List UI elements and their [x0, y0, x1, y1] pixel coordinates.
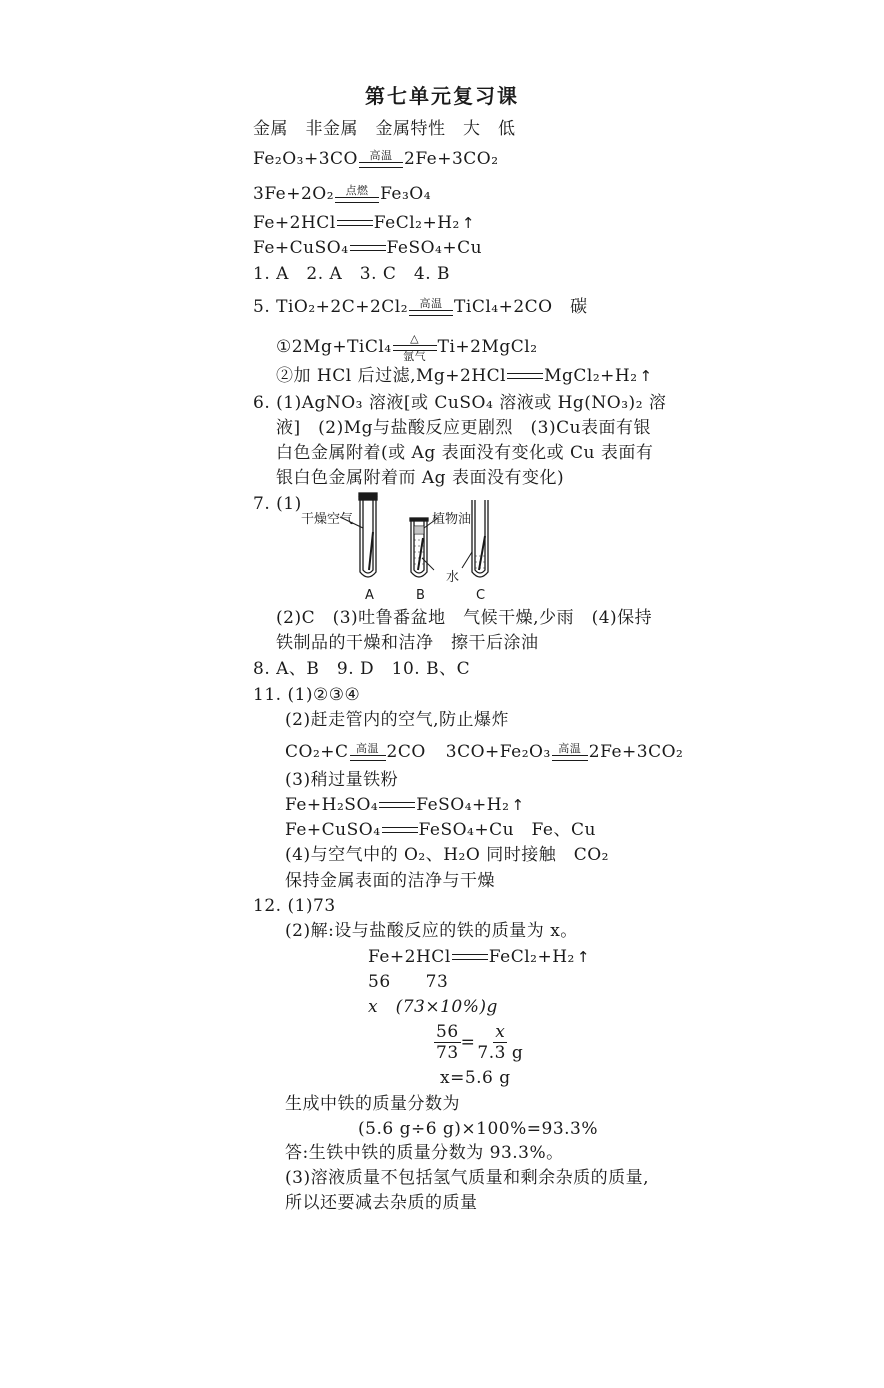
q6-line-1: 6. (1)AgNO₃ 溶液[或 CuSO₄ 溶液或 Hg(NO₃)₂ 溶	[253, 393, 667, 413]
q11-line-3: (3)稍过量铁粉	[285, 770, 399, 790]
q12-line-3a: (3)溶液质量不包括氢气质量和剩余杂质的质量,	[285, 1168, 649, 1188]
equation-5	[253, 296, 588, 318]
eq8a-left: CO₂+C	[285, 742, 349, 762]
q11-line-5: 保持金属表面的洁净与干燥	[285, 871, 495, 891]
tube-label-c: C	[476, 588, 486, 603]
eq3-left: Fe+2HCl	[253, 213, 336, 233]
eq2-left: 3Fe+2O₂	[253, 184, 335, 204]
equation-1	[253, 148, 499, 170]
eq5-right: TiCl₄+2CO 碳	[454, 297, 588, 317]
eq8a-right: 2CO	[386, 742, 426, 762]
gas-arrow-icon: ↑	[639, 367, 653, 385]
test-tube-figure	[296, 490, 516, 606]
eq5-left: 5. TiO₂+2C+2Cl₂	[253, 297, 409, 317]
gas-arrow-icon: ↑	[576, 948, 590, 966]
eq2-right: Fe₃O₄	[380, 184, 432, 204]
label-plant-oil: 植物油	[432, 512, 472, 527]
q12-line-3b: 所以还要减去杂质的质量	[285, 1193, 478, 1213]
tube-label-a: A	[365, 588, 374, 603]
eq4-left: Fe+CuSO₄	[253, 238, 349, 258]
eq10-right: FeSO₄+Cu Fe、Cu	[418, 820, 596, 840]
equation-9	[285, 794, 525, 816]
eq5-condition: 高温	[409, 298, 453, 316]
eq6-right: Ti+2MgCl₂	[437, 337, 538, 357]
eq9-left: Fe+H₂SO₄	[285, 795, 379, 815]
q12-line-2: (2)解:设与盐酸反应的铁的质量为 x。	[285, 921, 578, 941]
equation-11	[368, 946, 590, 968]
q12-calc: (5.6 g÷6 g)×100%=93.3%	[358, 1119, 599, 1139]
eq7-left: ②加 HCl 后过滤,Mg+2HCl	[276, 366, 507, 386]
page-title: 第七单元复习课	[365, 84, 519, 108]
equation-6	[276, 328, 538, 363]
q12-text: 生成中铁的质量分数为	[285, 1094, 460, 1114]
eq11-right: FeCl₂+H₂	[488, 947, 575, 967]
q11-line-4: (4)与空气中的 O₂、H₂O 同时接触 CO₂	[285, 845, 609, 865]
q11-line-2: (2)赶走管内的空气,防止爆炸	[285, 710, 509, 730]
q6-line-2: 液] (2)Mg与盐酸反应更剧烈 (3)Cu表面有银	[276, 418, 652, 438]
tube-label-b: B	[416, 588, 425, 603]
answers-1-4: 1. A 2. A 3. C 4. B	[253, 264, 451, 284]
eq6-condition: △ 氩气	[393, 333, 437, 363]
equation-8	[285, 741, 683, 763]
eq3-right: FeCl₂+H₂	[373, 213, 460, 233]
answer-line-1: 金属 非金属 金属特性 大 低	[253, 119, 516, 139]
eq10-left: Fe+CuSO₄	[285, 820, 381, 840]
q12-line-1: 12. (1)73	[253, 896, 336, 916]
q7-label: 7. (1)	[253, 494, 302, 514]
eq9-right: FeSO₄+H₂	[416, 795, 510, 815]
eq1-left: Fe₂O₃+3CO	[253, 149, 358, 169]
tube-a	[340, 493, 377, 577]
equation-4	[253, 237, 482, 259]
eq7-right: MgCl₂+H₂	[544, 366, 638, 386]
q11-line-1: 11. (1)②③④	[253, 685, 361, 705]
label-dry-air: 干燥空气	[301, 512, 354, 527]
answers-8-10: 8. A、B 9. D 10. B、C	[253, 659, 471, 679]
q6-line-4: 银白色金属附着而 Ag 表面没有变化)	[276, 468, 565, 488]
eq8b-right: 2Fe+3CO₂	[588, 742, 684, 762]
q7-line-2: (2)C (3)吐鲁番盆地 气候干燥,少雨 (4)保持	[276, 608, 653, 628]
fraction-x-7-3: $\frac{x}{7.3 g}$	[477, 1022, 524, 1063]
label-water: 水	[446, 570, 460, 585]
equation-3	[253, 212, 475, 234]
fraction-56-73: $\frac{56}{73}$	[436, 1022, 459, 1063]
equation-7	[276, 365, 653, 387]
q12-answer: 答:生铁中铁的质量分数为 93.3%。	[285, 1143, 564, 1163]
eq2-condition: 点燃	[335, 185, 379, 203]
gas-arrow-icon: ↑	[461, 214, 475, 232]
gas-arrow-icon: ↑	[511, 796, 525, 814]
eq8b-condition: 高温	[552, 743, 588, 761]
eq4-right: FeSO₄+Cu	[386, 238, 483, 258]
equation-10	[285, 819, 596, 841]
eq11-left: Fe+2HCl	[368, 947, 451, 967]
equation-2	[253, 183, 431, 205]
q6-line-3: 白色金属附着(或 Ag 表面没有变化或 Cu 表面有	[276, 443, 654, 463]
eq1-condition: 高温	[359, 150, 403, 168]
eq8b-left: 3CO+Fe₂O₃	[445, 742, 551, 762]
q12-ratio-row-2: x (73×10%)g	[368, 997, 498, 1017]
eq1-right: 2Fe+3CO₂	[404, 149, 499, 169]
q12-result: x=5.6 g	[440, 1068, 511, 1088]
q12-proportion: $\frac{56}{73}$ = $\frac{x}{7.3 g}$	[436, 1022, 524, 1063]
eq8a-condition: 高温	[350, 743, 386, 761]
q12-ratio-row-1: 56 73	[368, 972, 449, 992]
eq6-left: ①2Mg+TiCl₄	[276, 337, 392, 357]
q7-line-3: 铁制品的干燥和洁净 擦干后涂油	[276, 633, 539, 653]
